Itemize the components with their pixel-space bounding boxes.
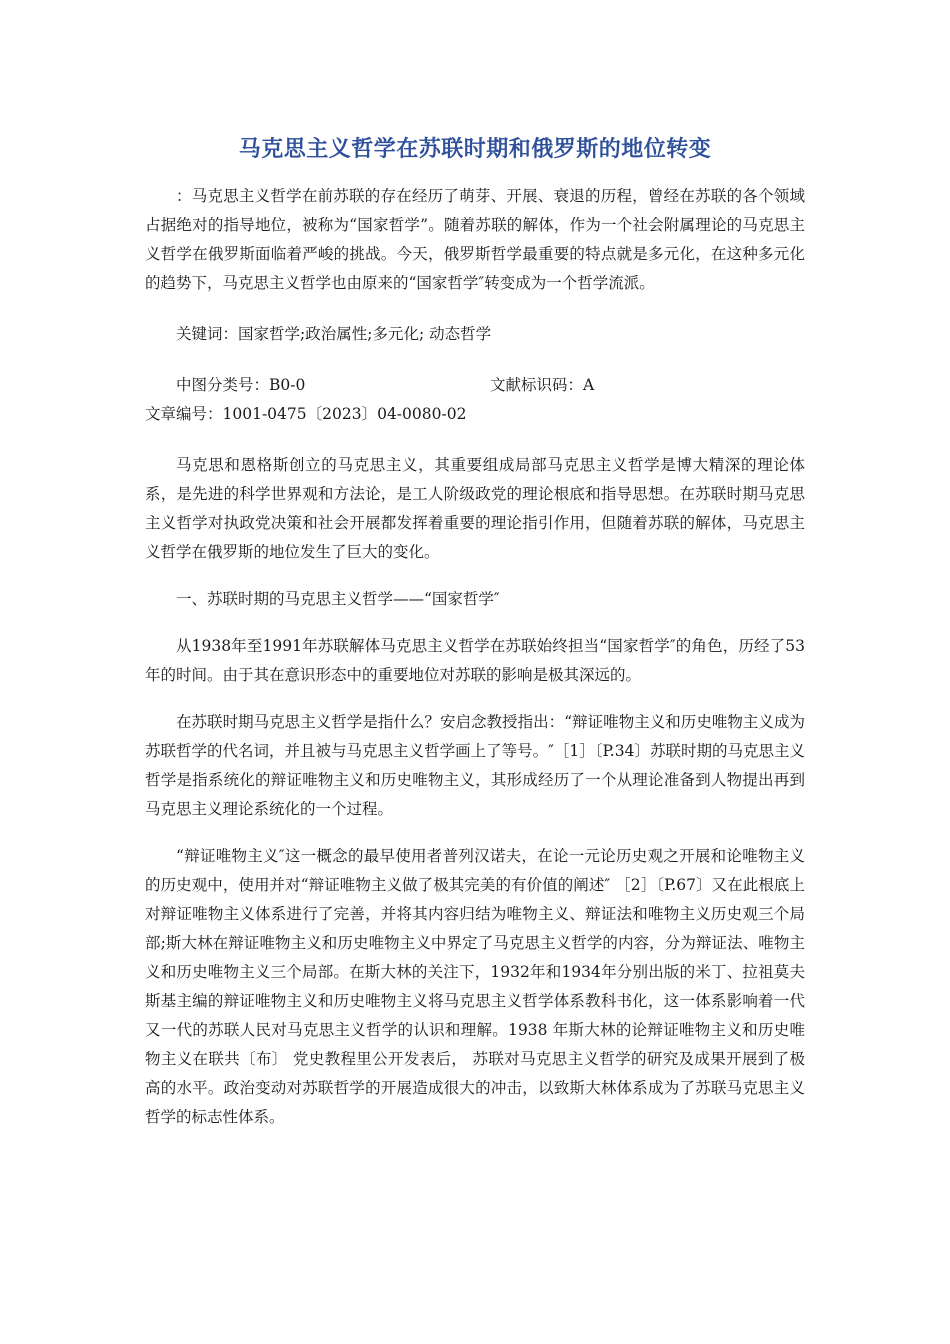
body-paragraph-3: “辩证唯物主义″这一概念的最早使用者普列汉诺夫，在论一元论历史观之开展和论唯物主义的历史观中，使用并对“辩证唯物主义做了极其完美的有价值的阐述″ ［2］〔P.67〕又在此根底上对辩证唯物主义体系进行了完善，并将其内容归结为唯物主义、辩证法和唯物主义历史观三个局部;斯大林在辩证唯物主义和历史唯物主义中界定了马克思主义哲学的内容，分为辩证法、唯物主义和历史唯物主义三个局部。在斯大林的关注下，1932年和1934年分别出版的米丁、拉祖莫夫斯基主编的辩证唯物主义和历史唯物主义将马克思主义哲学体系教科书化，这一体系影响着一代又一代的苏联人民对马克思主义哲学的认识和理解。1938 年斯大林的论辩证唯物主义和历史唯物主义在联共〔布〕 党史教程里公开发表后， 苏联对马克思主义哲学的研究及成果开展到了极高的水平。政治变动对苏联哲学的开展造成很大的冲击，以致斯大林体系成为了苏联马克思主义哲学的标志性体系。	[145, 847, 805, 1126]
document-code: 文献标识码：A	[490, 376, 595, 394]
body-paragraph-1: 从1938年至1991年苏联解体马克思主义哲学在苏联始终担当“国家哲学″的角色，历经了53年的时间。由于其在意识形态中的重要地位对苏联的影响是极其深远的。	[145, 637, 805, 684]
section-heading: 一、苏联时期的马克思主义哲学——“国家哲学″	[176, 590, 500, 608]
document-page	[145, 128, 805, 1132]
article-number: 文章编号：1001-0475〔2023〕04-0080-02	[145, 405, 467, 423]
intro-paragraph: 马克思和恩格斯创立的马克思主义，其重要组成局部马克思主义哲学是博大精深的理论体系，是先进的科学世界观和方法论，是工人阶级政党的理论根底和指导思想。在苏联时期马克思主义哲学对执政党决策和社会开展都发挥着重要的理论指引作用，但随着苏联的解体，马克思主义哲学在俄罗斯的地位发生了巨大的变化。	[145, 456, 805, 561]
abstract-paragraph: ：马克思主义哲学在前苏联的存在经历了萌芽、开展、衰退的历程，曾经在苏联的各个领域占据绝对的指导地位，被称为“国家哲学”。随着苏联的解体，作为一个社会附属理论的马克思主义哲学在俄罗斯面临着严峻的挑战。今天，俄罗斯哲学最重要的特点就是多元化，在这种多元化的趋势下，马克思主义哲学也由原来的“国家哲学″转变成为一个哲学流派。	[145, 187, 805, 292]
document-title: 马克思主义哲学在苏联时期和俄罗斯的地位转变	[238, 137, 712, 162]
body-paragraph-2: 在苏联时期马克思主义哲学是指什么？安启念教授指出：“辩证唯物主义和历史唯物主义成为苏联哲学的代名词，并且被与马克思主义哲学画上了等号。″［1］〔P.34〕苏联时期的马克思主义哲学是指系统化的辩证唯物主义和历史唯物主义，其形成经历了一个从理论准备到人物提出再到马克思主义理论系统化的一个过程。	[145, 713, 805, 818]
keywords-line: 关键词：国家哲学;政治属性;多元化; 动态哲学	[176, 325, 492, 343]
classification-row	[145, 371, 805, 400]
classification-number: 中图分类号：B0-0	[176, 376, 306, 394]
